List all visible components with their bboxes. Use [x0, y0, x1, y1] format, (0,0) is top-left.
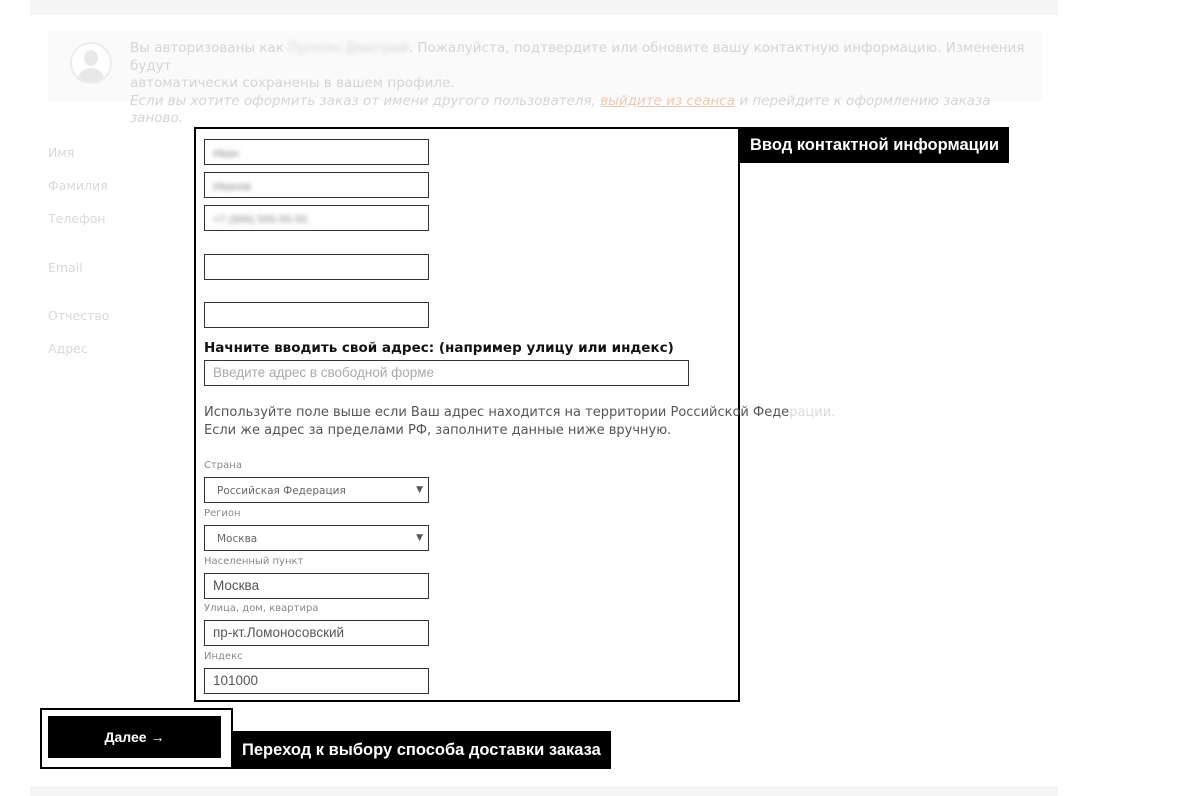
help-line1-main: Используйте поле выше если Ваш адрес находится на территории Российской Феде	[204, 405, 790, 420]
phone-value: +7 (999) 555-55-55	[213, 214, 308, 226]
auth-line3-suffix: и перейдите к оформлению заказа заново.	[130, 92, 991, 126]
auth-notice	[48, 31, 1042, 126]
address-search-label: Начните вводить свой адрес: (например улицу или индекс)	[204, 340, 674, 356]
city-input[interactable]: Москва	[204, 573, 429, 599]
region-select[interactable]	[204, 525, 429, 551]
patronymic-label: Отчество	[48, 308, 110, 323]
region-label: Регион	[204, 508, 241, 519]
chevron-down-icon: ▼	[416, 485, 423, 495]
city-label: Населенный пункт	[204, 556, 304, 567]
auth-line3-prefix: Если вы хотите оформить заказ от имени другого пользователя,	[130, 92, 596, 109]
street-input[interactable]: пр-кт.Ломоносовский	[204, 620, 429, 646]
auth-line2: автоматически сохранены в вашем профиле.	[130, 75, 455, 91]
street-label: Улица, дом, квартира	[204, 603, 319, 614]
user-avatar-icon	[70, 42, 112, 84]
auth-user-name: Пупкин Дмитрий	[288, 40, 409, 56]
address-search-input[interactable]: Введите адрес в свободной форме	[204, 360, 689, 386]
patronymic-input[interactable]	[204, 302, 429, 328]
surname-input[interactable]	[204, 172, 429, 198]
address-help-text	[204, 404, 835, 439]
auth-line1-prefix: Вы авторизованы как	[130, 40, 284, 56]
address-label: Адрес	[48, 341, 88, 356]
delivery-annotation: Переход к выбору способа доставки заказа	[232, 731, 611, 769]
surname-label: Фамилия	[48, 178, 108, 193]
phone-label: Телефон	[48, 211, 106, 226]
auth-notice-text	[130, 40, 1030, 128]
top-band	[30, 0, 1058, 15]
country-value: Российская Федерация	[217, 485, 346, 497]
email-label: Email	[48, 260, 83, 275]
index-label: Индекс	[204, 651, 243, 662]
surname-value: Иванов	[213, 181, 251, 193]
name-input[interactable]	[204, 139, 429, 165]
contact-info-annotation: Ввод контактной информации	[740, 127, 1009, 163]
index-input[interactable]: 101000	[204, 668, 429, 694]
region-value: Москва	[217, 533, 258, 545]
auth-line1-suffix: . Пожалуйста, подтвердите или обновите вашу контактную информацию. Изменения будут	[130, 40, 1025, 74]
next-button[interactable]: Далее →	[48, 716, 221, 758]
email-input[interactable]	[204, 254, 429, 280]
phone-input[interactable]	[204, 205, 429, 231]
country-select[interactable]	[204, 477, 429, 503]
help-line2: Если же адрес за пределами РФ, заполните данные ниже вручную.	[204, 422, 672, 438]
name-value: Иван	[213, 148, 239, 160]
name-label: Имя	[48, 145, 75, 160]
chevron-down-icon: ▼	[416, 533, 423, 543]
bottom-band	[30, 786, 1058, 796]
logout-link[interactable]: выйдите из сеанса	[600, 92, 735, 109]
country-label: Страна	[204, 460, 242, 471]
help-line1-tail: рации.	[789, 405, 836, 420]
